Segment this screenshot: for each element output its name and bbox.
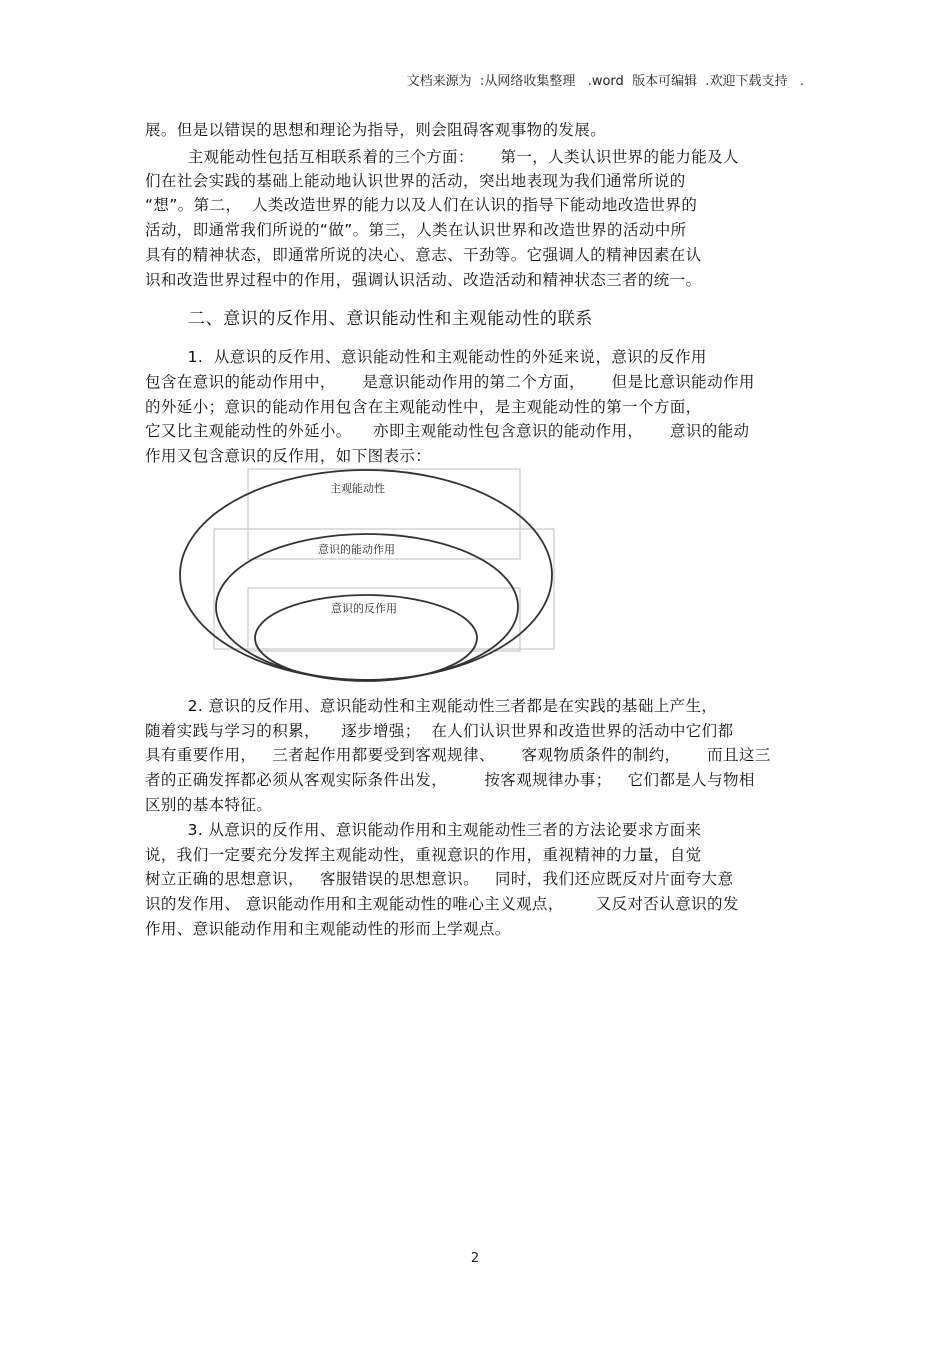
document-source-header: 文档来源为 :从网络收集整理 .word 版本可编辑 .欢迎下载支持 .	[406, 74, 804, 89]
inner-label-frame	[248, 588, 520, 651]
text-line: 具有重要作用， 三者起作用都要受到客观规律、 客观物质条件的制约， 而且这三	[145, 746, 771, 764]
nested-ellipse-diagram	[178, 466, 558, 686]
text-line: 1. 从意识的反作用、意识能动性和主观能动性的外延来说，意识的反作用	[145, 348, 707, 366]
text-line: 区别的基本特征。	[145, 796, 273, 814]
text-line: 展。但是以错误的思想和理论为指导，则会阻碍客观事物的发展。	[145, 121, 607, 139]
text-line: 它又比主观能动性的外延小。 亦即主观能动性包含意识的能动作用， 意识的能动	[145, 422, 750, 440]
text-line: 作用、意识能动作用和主观能动性的形而上学观点。	[145, 920, 511, 938]
diagram-svg	[178, 466, 558, 686]
text-line: 作用又包含意识的反作用，如下图表示：	[145, 447, 432, 465]
inner-ellipse-label: 意识的反作用	[331, 602, 397, 615]
text-line: “想”。第二， 人类改造世界的能力以及人们在认识的指导下能动地改造世界的	[145, 196, 698, 214]
text-line: 具有的精神状态，即通常所说的决心、意志、干劲等。它强调人的精神因素在认	[145, 246, 702, 264]
text-line: 识的发作用、 意识能动作用和主观能动性的唯心主义观点， 又反对否认意识的发	[145, 895, 739, 913]
text-line: 活动，即通常我们所说的“做”。第三，人类在认识世界和改造世界的活动中所	[145, 221, 687, 239]
text-line: 的外延小；意识的能动作用包含在主观能动性中，是主观能动性的第一个方面，	[145, 398, 702, 416]
text-line: 2. 意识的反作用、意识能动性和主观能动性三者都是在实践的基础上产生，	[145, 697, 718, 715]
text-line: 识和改造世界过程中的作用，强调认识活动、改造活动和精神状态三者的统一。	[145, 271, 702, 289]
text-line: 者的正确发挥都必须从客观实际条件出发， 按客观规律办事； 它们都是人与物相	[145, 771, 755, 789]
text-line: 3. 从意识的反作用、意识能动作用和主观能动性三者的方法论要求方面来	[145, 821, 702, 839]
text-line: 随着实践与学习的积累， 逐步增强； 在人们认识世界和改造世界的活动中它们都	[145, 722, 734, 740]
outer-ellipse-label: 主观能动性	[330, 482, 385, 495]
text-line: 包含在意识的能动作用中， 是意识能动作用的第二个方面， 但是比意识能动作用	[145, 373, 755, 391]
section-heading: 二、意识的反作用、意识能动性和主观能动性的联系	[188, 309, 593, 329]
text-line: 主观能动性包括互相联系着的三个方面： 第一，人类认识世界的能力能及人	[145, 148, 739, 166]
text-line: 说，我们一定要充分发挥主观能动性，重视意识的作用，重视精神的力量，自觉	[145, 846, 702, 864]
middle-ellipse-label: 意识的能动作用	[318, 543, 395, 556]
text-line: 树立正确的思想意识， 客服错误的思想意识。 同时，我们还应既反对片面夸大意	[145, 870, 734, 888]
page-number: 2	[470, 1251, 480, 1266]
text-line: 们在社会实践的基础上能动地认识世界的活动，突出地表现为我们通常所说的	[145, 172, 686, 190]
